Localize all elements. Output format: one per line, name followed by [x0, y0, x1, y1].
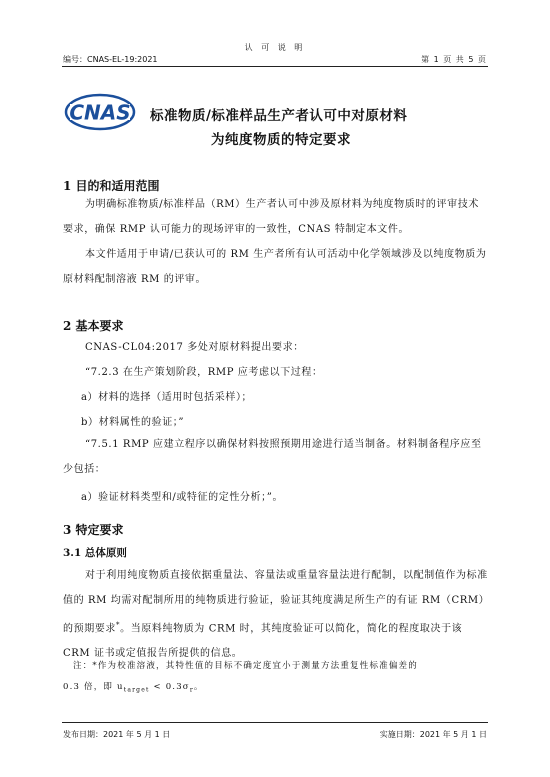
- cnas-logo: [64, 92, 136, 132]
- page-indicator: 第 1 页 共 5 页: [421, 55, 487, 64]
- document-title-line2: 为纯度物质的特定要求: [211, 132, 351, 148]
- footnote-mark: *: [116, 621, 121, 629]
- section-2-line-4: b）材料属性的验证；”: [81, 417, 185, 428]
- effective-date: 实施日期：2021 年 5 月 1 日: [379, 730, 487, 739]
- header-rule: [62, 66, 488, 67]
- issue-date: 发布日期：2021 年 5 月 1 日: [63, 730, 171, 739]
- note-text-end: 。: [193, 682, 204, 692]
- section-2-paragraph-5: “7.5.1 RMP 应建立程序以确保材料按照预期用途进行适当制备。材料制备程序应至少包括：: [63, 439, 482, 475]
- note-subscript-r: r: [189, 686, 194, 694]
- section-2-line-2: “7.2.3 在生产策划阶段，RMP 应考虑以下过程：: [85, 367, 323, 378]
- note-line-1: 注：*作为校准溶液，其特性值的目标不确定度宜小于测量方法重复性标准偏差的: [73, 661, 418, 671]
- section-1-paragraph-1: 为明确标准物质/标准样品（RM）生产者认可中涉及原材料为纯度物质时的评审技术要求，确保 RMP 认可能力的现场评审的一致性，CNAS 特制定本文件。: [63, 199, 479, 235]
- section-2-line-3: a）材料的选择（适用时包括采样）；: [81, 392, 253, 403]
- paragraph-text-after-mark: 。当原料纯物质为 CRM 时，其纯度验证可以简化，简化的程度取决于该 CRM 证书或定值报告所提供的信息。: [63, 623, 463, 660]
- note-text-a: 0.3 倍，即 u: [63, 682, 124, 692]
- section-1-heading: 1 目的和适用范围: [63, 179, 160, 193]
- header-center-title: 认 可 说 明: [244, 43, 306, 52]
- section-2-heading: 2 基本要求: [63, 319, 124, 333]
- section-2-line-1: CNAS-CL04:2017 多处对原材料提出要求：: [85, 342, 304, 353]
- section-1-paragraph-2: 本文件适用于申请/已获认可的 RM 生产者所有认可活动中化学领域涉及以纯度物质为原材料配制溶液 RM 的评审。: [63, 249, 487, 285]
- section-3-1-paragraph: [63, 563, 488, 666]
- document-title-line1: 标准物质/标准样品生产者认可中对原材料: [150, 108, 408, 124]
- logo-text: CNAS: [69, 100, 131, 125]
- section-2-line-6: a）验证材料类型和/或特征的定性分析；”。: [81, 492, 284, 503]
- note-line-2: [63, 677, 488, 701]
- note-text-b: < 0.3σ: [149, 682, 190, 692]
- document-number: 编号：CNAS-EL-19:2021: [63, 55, 158, 64]
- paragraph-text-before-mark: 对于利用纯度物质直接依据重量法、容量法或重量容量法进行配制，以配制值作为标准值的 RM 均需对配制所用的纯物质进行验证，验证其纯度满足所生产的有证 RM（CRM）的预期要求: [63, 570, 488, 635]
- footer-rule: [62, 722, 488, 723]
- section-3-heading: 3 特定要求: [63, 523, 124, 537]
- section-3-1-heading: 3.1 总体原则: [63, 547, 127, 559]
- note-subscript-target: target: [123, 686, 150, 694]
